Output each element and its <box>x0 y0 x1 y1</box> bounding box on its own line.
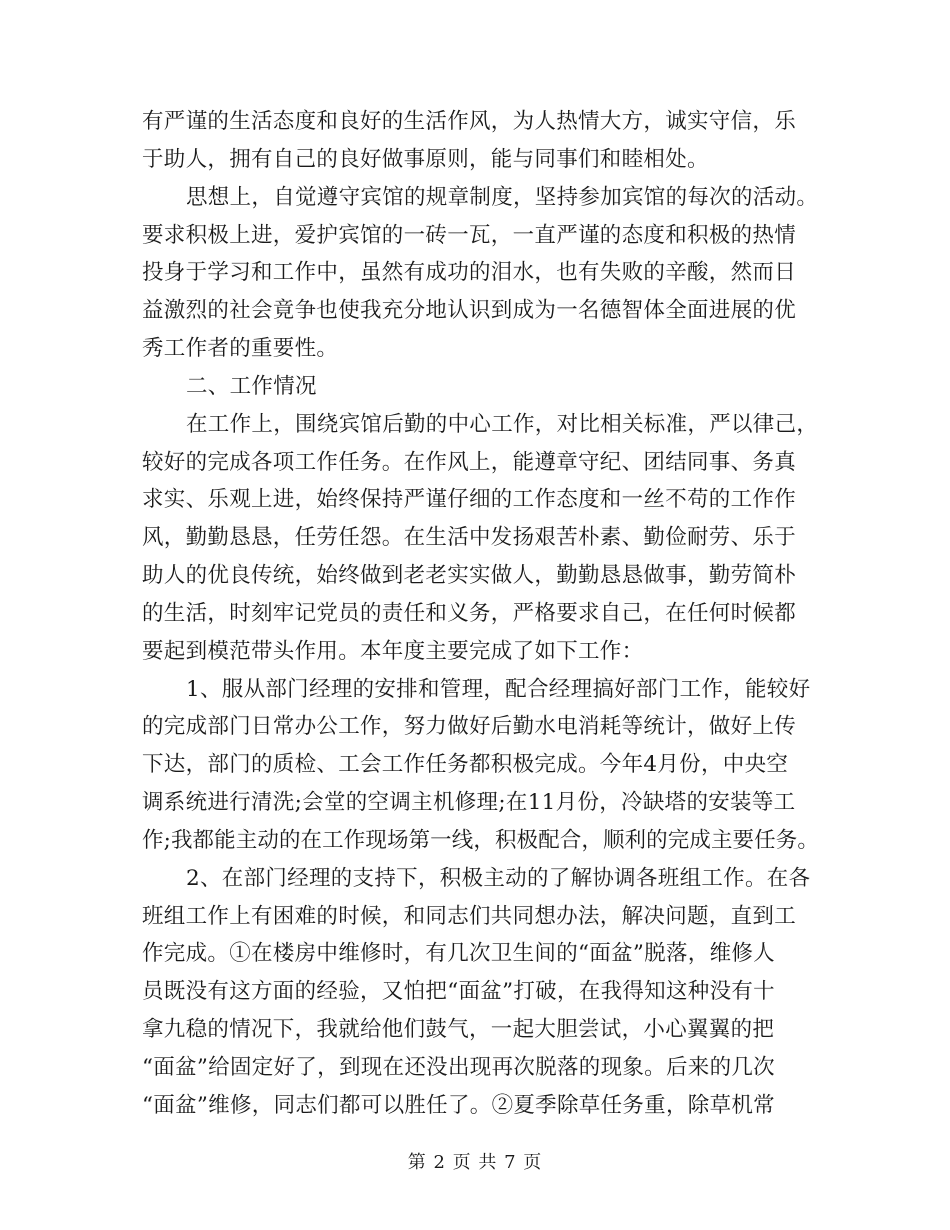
text-line: 作完成。①在楼房中维修时，有几次卫生间的“面盆”脱落，维修人 <box>142 941 775 966</box>
text-line: 求实、乐观上进，始终保持严谨仔细的工作态度和一丝不苟的工作作 <box>142 487 797 512</box>
text-line: 风，勤勤恳恳，任劳任怨。在生活中发扬艰苦朴素、勤俭耐劳、乐于 <box>142 525 797 550</box>
page-footer: 第 2 页 共 7 页 <box>407 1152 543 1173</box>
text-line: 员既没有这方面的经验，又怕把“面盆”打破，在我得知这种没有十 <box>142 979 775 1004</box>
text-line: 秀工作者的重要性。 <box>142 336 339 361</box>
text-line: 的完成部门日常办公工作，努力做好后勤水电消耗等统计，做好上传 <box>142 714 797 739</box>
text-line: “面盆”给固定好了，到现在还没出现再次脱落的现象。后来的几次 <box>142 1055 775 1080</box>
text-line: “面盆”维修，同志们都可以胜任了。②夏季除草任务重，除草机常 <box>142 1093 775 1118</box>
text-line: 1、服从部门经理的安排和管理，配合经理搞好部门工作，能较好 <box>186 677 811 702</box>
text-line: 较好的完成各项工作任务。在作风上，能遵章守纪、团结同事、务真 <box>142 450 797 475</box>
text-line: 要求积极上进，爱护宾馆的一砖一瓦，一直严谨的态度和积极的热情 <box>142 223 797 248</box>
text-line: 的生活，时刻牢记党员的责任和义务，严格要求自己，在任何时候都 <box>142 601 797 626</box>
text-line: 有严谨的生活态度和良好的生活作风，为人热情大方，诚实守信，乐 <box>142 109 797 134</box>
text-line: 助人的优良传统，始终做到老老实实做人，勤勤恳恳做事，勤劳简朴 <box>142 563 797 588</box>
text-line: 益激烈的社会竟争也使我充分地认识到成为一名德智体全面进展的优 <box>142 298 797 323</box>
text-line: 投身于学习和工作中，虽然有成功的泪水，也有失败的辛酸，然而日 <box>142 260 797 285</box>
text-line: 在工作上，围绕宾馆后勤的中心工作，对比相关标准，严以律己， <box>186 412 819 437</box>
text-line: 思想上，自觉遵守宾馆的规章制度，坚持参加宾馆的每次的活动。 <box>186 185 819 210</box>
text-line: 下达，部门的质检、工会工作任务都积极完成。今年4月份，中央空 <box>142 752 789 777</box>
text-line: 2、在部门经理的支持下，积极主动的了解协调各班组工作。在各 <box>186 866 811 891</box>
text-line: 班组工作上有困难的时候，和同志们共同想办法，解决问题，直到工 <box>142 904 797 929</box>
text-line: 拿九稳的情况下，我就给他们鼓气，一起大胆尝试，小心翼翼的把 <box>142 1017 775 1042</box>
text-line: 调系统进行清洗;会堂的空调主机修理;在11月份，冷缺塔的安装等工 <box>142 790 796 815</box>
section-heading: 二、工作情况 <box>186 374 317 399</box>
text-line: 要起到模范带头作用。本年度主要完成了如下工作： <box>142 639 644 664</box>
text-line: 于助人，拥有自己的良好做事原则，能与同事们和睦相处。 <box>142 147 709 172</box>
text-line: 作;我都能主动的在工作现场第一线，积极配合，顺利的完成主要任务。 <box>142 828 819 853</box>
